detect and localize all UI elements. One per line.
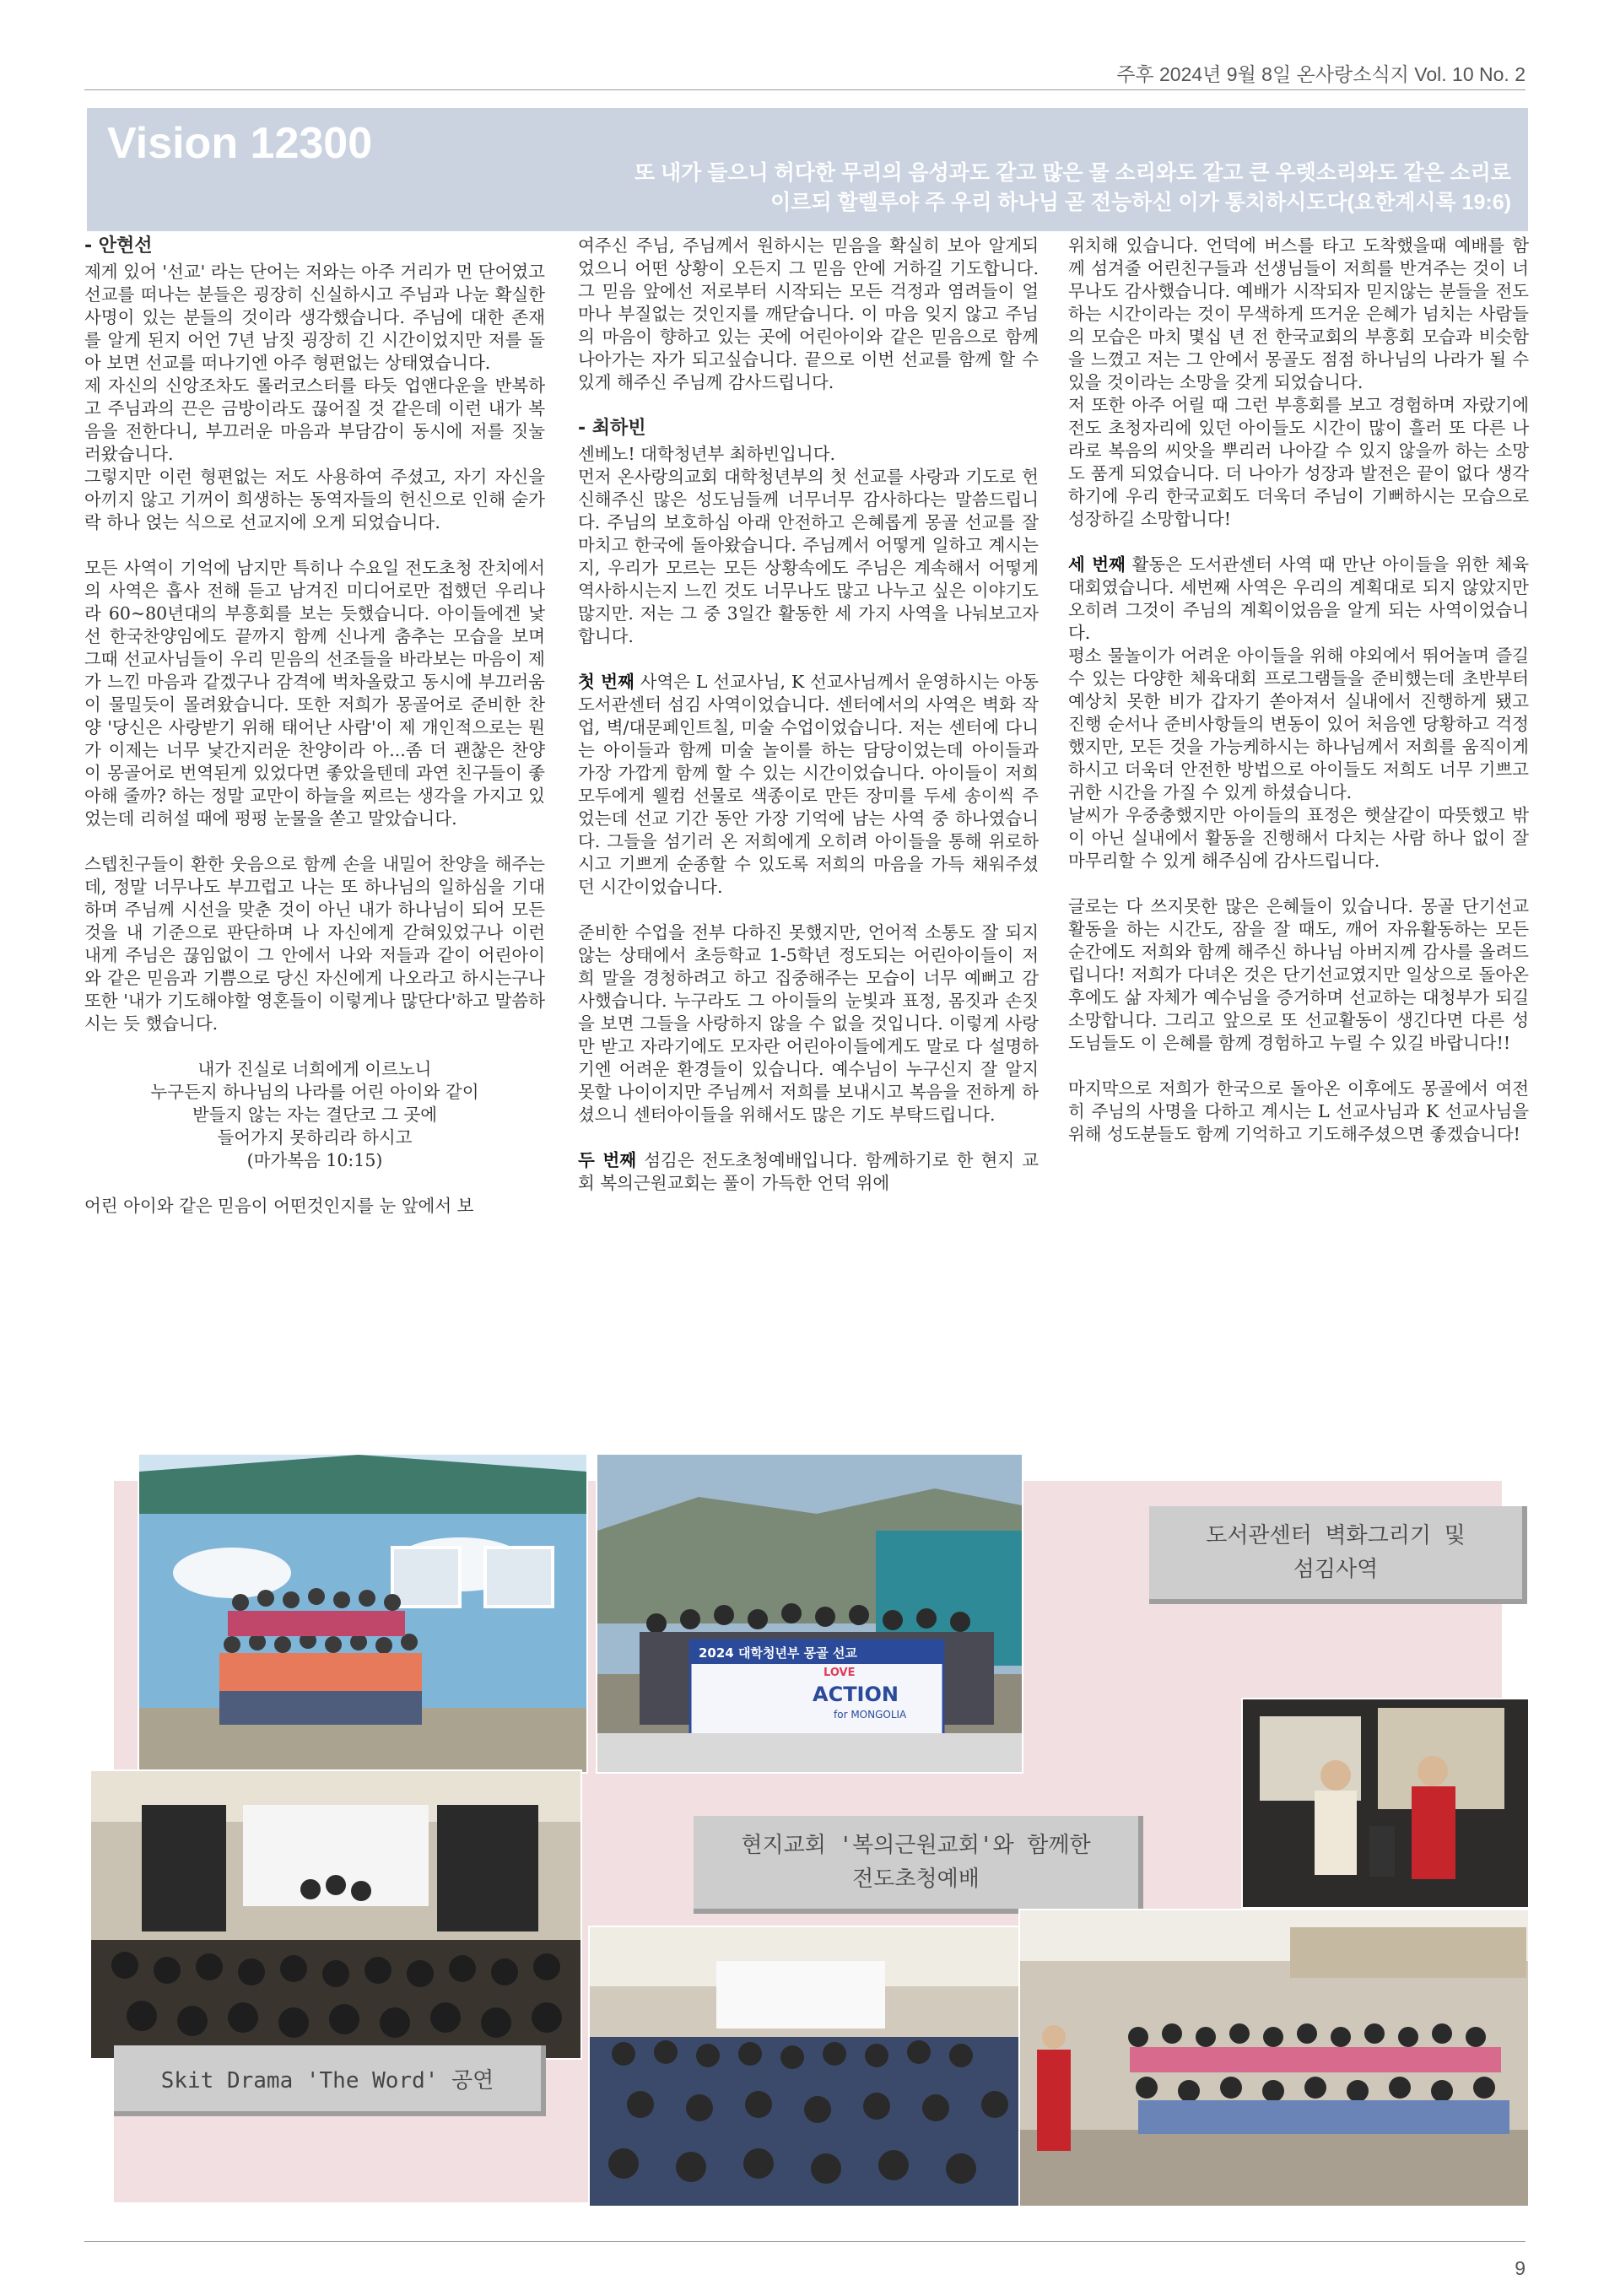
header-rule	[84, 89, 1526, 90]
col3-paragraph	[1068, 554, 1529, 645]
caption-worship-line: 현지교회 '복의근원교회'와 함께한	[741, 1833, 1091, 1858]
col2-paragraph: 여주신 주님, 주님께서 원하시는 믿음을 확실히 보아 알게되었으니 어떤 상황이 오든지 그 믿음 안에 거하길 기도합니다. 그 믿음 앞에선 저로부터 시작되는 모든 걱정과 염려들이 얼마나 부질없는 것인지를 깨닫습니다. 이 마음 잊지 않고 주님의 마음이 향하고 있는 곳에 어린아이와 같은 믿음으로 함께 나아가는 자가 되고싶습니다. 끝으로 이번 선교를 함께 할 수 있게 해주신 주님께 감사드립니다.	[578, 235, 1039, 392]
scripture-quote	[84, 1058, 545, 1172]
caption-worship-text	[741, 1829, 1090, 1896]
second-text: 섬김은 전도초청예배입니다. 함께하기로 한 현지 교회 복의근원교회는 풀이 가득한 언덕 위에	[578, 1150, 1040, 1193]
poem-line: 들어가지 못하리라 하시고	[217, 1127, 413, 1148]
group-banner-illustration	[597, 1455, 1022, 1772]
worship-leaders-photo	[1241, 1698, 1530, 1909]
banner-mongolia-text: for MONGOLIA	[834, 1709, 907, 1721]
banner-action-text: ACTION	[813, 1683, 899, 1706]
article-column-2	[578, 235, 1039, 1195]
col1-paragraph: 제 자신의 신앙조차도 롤러코스터를 타듯 업앤다운을 반복하고 주님과의 끈은 금방이라도 끊어질 것 같은데 이런 내가 복음을 전한다니, 부끄러운 마음과 부담감이 동시에 저를 짓눌러왔습니다.	[84, 375, 545, 464]
caption-worship	[694, 1816, 1143, 1914]
third-lead: 세 번째	[1068, 554, 1126, 575]
caption-skit: Skit Drama 'The Word' 공연	[114, 2045, 546, 2116]
verse-line-1: 또 내가 들으니 허다한 무리의 음성과도 같고 많은 물 소리와도 같고 큰 우렛소리와도 같은 소리로	[634, 161, 1511, 185]
worship-leaders-illustration	[1243, 1699, 1528, 1907]
library-children-photo	[138, 1453, 588, 1774]
col3-paragraph: 위치해 있습니다. 언덕에 버스를 타고 도착했을때 예배를 함께 섬겨줄 어린친구들과 선생님들이 저희를 반겨주는 것이 너무나도 감사했습니다. 예배가 시작되자 믿지않는 분들을 전도하는 시간이라는 것이 무색하게 뜨거운 은혜가 넘치는 사람들의 모습은 마치 몇십 년 전 한국교회의 부흥회 모습과 비슷함을 느꼈고 저는 그 안에서 몽골도 점점 하나님의 나라가 될 수 있을 것이라는 소망을 갖게 되었습니다.	[1068, 235, 1529, 392]
author-choi: - 최하빈	[578, 418, 646, 439]
poem-line: 내가 진실로 너희에게 이르노니	[197, 1059, 432, 1079]
hall-crowd-photo	[588, 1926, 1020, 2207]
banner-heading-text: 2024 대학청년부 몽골 선교	[699, 1645, 857, 1661]
banner-verse	[499, 159, 1511, 218]
children-praise-illustration	[1020, 1910, 1528, 2206]
group-banner-photo	[596, 1453, 1023, 1774]
poem-reference: (마가복음 10:15)	[246, 1150, 383, 1170]
caption-worship-line: 전도초청예배	[852, 1867, 980, 1892]
issue-header: 주후 2024년 9월 8일 온사랑소식지 Vol. 10 No. 2	[1116, 63, 1526, 85]
page-number: 9	[1515, 2257, 1526, 2279]
third-text: 활동은 도서관센터 사역 때 만난 아이들을 위한 체육대회였습니다. 세번째 사역은 우리의 계획대로 되지 않았지만 오히려 그것이 주님의 계획이었음을 알게 되는 사역이었습니다.	[1068, 554, 1530, 643]
first-lead: 첫 번째	[578, 672, 634, 692]
caption-library-text	[1206, 1519, 1466, 1586]
caption-library-line: 섬김사역	[1293, 1557, 1379, 1582]
col1-paragraph: 모든 사역이 기억에 남지만 특히나 수요일 전도초청 잔치에서의 사역은 흡사 전해 듣고 남겨진 미디어로만 접했던 우리나라 60~80년대의 부흥회를 보는 듯했습니다. 아이들에겐 낯선 한국찬양임에도 끝까지 함께 신나게 춤추는 모습을 보며 그때 선교사님들이 우리 믿음의 선조들을 바라보는 마음이 제가 느낀 마음과 같겠구나 감격에 벅차올랐고 동시에 부끄러움이 물밀듯이 몰려왔습니다. 또한 저희가 몽골어로 준비한 찬양 '당신은 사랑받기 위해 태어난 사람'이 제 개인적으로는 뭔가 이제는 너무 낯간지러운 찬양이라 아...좀 더 괜찮은 찬양이 몽골어로 번역된게 있었다면 좋았을텐데 과연 친구들이 좋아해 줄까? 하는 정말 교만이 하늘을 찌르는 생각을 가지고 있었는데 리허설 때에 펑펑 눈물을 쏟고 말았습니다.	[84, 558, 545, 829]
col3-paragraph: 마지막으로 저희가 한국으로 돌아온 이후에도 몽골에서 여전히 주님의 사명을 다하고 계시는 L 선교사님과 K 선교사님을 위해 성도분들도 함께 기억하고 기도해주셨으면 좋겠습니다!	[1068, 1078, 1529, 1144]
col3-paragraph: 저 또한 아주 어릴 때 그런 부흥회를 보고 경험하며 자랐기에 전도 초청자리에 있던 아이들도 시간이 많이 흘러 또 다른 나라로 복음의 씨앗을 뿌리러 나아갈 수 있지 않을까 하는 소망도 품게 되었습니다. 더 나아가 성장과 발전은 끝이 없다 생각하기에 우리 한국교회도 더욱더 주님이 기뻐하시는 모습으로 성장하길 소망합니다!	[1068, 395, 1529, 529]
col2-paragraph: 준비한 수업을 전부 다하진 못했지만, 언어적 소통도 잘 되지 않는 상태에서 초등학교 1-5학년 정도되는 어린아이들이 저희 말을 경청하려고 하고 집중해주는 모습이 너무 예뻐고 감사했습니다. 누구라도 그 아이들의 눈빛과 표정, 몸짓과 손짓을 보면 그들을 사랑하지 않을 수 없을 것입니다. 이렇게 사랑만 받고 자라기에도 모자란 어린아이들에게도 말로 다 설명하기엔 어려운 환경들이 있습니다. 예수님이 누구신지 잘 알지 못할 나이이지만 주님께서 저희를 보내시고 복음을 전하게 하셨으니 센터아이들을 위해서도 많은 기도 부탁드립니다.	[578, 922, 1039, 1125]
verse-line-2: 이르되 할렐루야 주 우리 하나님 곧 전능하신 이가 통치하시도다(요한계시록 19:6)	[770, 191, 1511, 214]
vision-title: Vision 12300	[107, 119, 373, 168]
hall-crowd-illustration	[590, 1927, 1018, 2206]
first-text: 사역은 L 선교사님, K 선교사님께서 운영하시는 아동도서관센터 섬김 사역이었습니다. 센터에서의 사역은 벽화 작업, 벽/대문페인트칠, 미술 수업이었습니다. 저는 센터에 다니는 아이들과 함께 미술 놀이를 하는 담당이었는데 아이들과 가장 가깝게 함께 할 수 있는 시간이었습니다. 아이들이 저희 모두에게 웰컴 선물로 색종이로 만든 장미를 두세 송이씩 주었는데 선교 기간 동안 가장 기억에 남는 사역 중 하나였습니다. 그들을 섬기러 온 저희에게 오히려 아이들을 통해 위로하시고 기쁘게 순종할 수 있도록 저희의 마음을 가득 채워주셨던 시간이었습니다.	[578, 672, 1039, 897]
col3-paragraph: 평소 물놀이가 어려운 아이들을 위해 야외에서 뛰어놀며 즐길수 있는 다양한 체육대회 프로그램들을 준비했는데 초반부터 예상치 못한 비가 갑자기 쏟아져서 실내에서 진행하게 됐고 진행 순서나 준비사항들의 변동이 있어 처음엔 당황하고 걱정했지만, 모든 것을 가능케하시는 하나님께서 저희를 움직이게 하시고 더욱더 안전한 방법으로 아이들도 저희도 너무 기쁘고 귀한 시간을 가질 수 있게 하셨습니다.	[1068, 646, 1529, 802]
author-ahn: - 안현선	[84, 235, 153, 257]
poem-line: 누구든지 하나님의 나라를 어린 아이와 같이	[150, 1082, 479, 1102]
article-column-3	[1068, 235, 1529, 1146]
skit-audience-illustration	[91, 1771, 580, 2058]
col3-paragraph: 글로는 다 쓰지못한 많은 은혜들이 있습니다. 몽골 단기선교 활동을 하는 시간도, 잠을 잘 때도, 깨어 자유활동하는 모든 순간에도 저희와 함께 해주신 하나님 아버지께 감사를 올려드립니다! 저희가 다녀온 것은 단기선교였지만 일상으로 돌아온 후에도 삶 자체가 예수님을 증거하며 선교하는 대청부가 되길 소망합니다. 그리고 앞으로 또 선교활동이 생긴다면 다른 성도님들도 이 은혜를 함께 경험하고 누릴 수 있길 바랍니다!!	[1068, 896, 1529, 1053]
col1-paragraph: 그렇지만 이런 형편없는 저도 사용하여 주셨고, 자기 자신을 아끼지 않고 기꺼이 희생하는 동역자들의 헌신으로 인해 숟가락 하나 얹는 식으로 선교지에 오게 되었습니다.	[84, 467, 545, 532]
col1-paragraph: 스텝친구들이 환한 웃음으로 함께 손을 내밀어 찬양을 해주는데, 정말 너무나도 부끄럽고 나는 또 하나님의 일하심을 기대하며 주님께 시선을 맞춘 것이 아닌 내가 하나님이 되어 모든 것을 내 기준으로 판단하며 나 자신에게 갇혀있었구나 이런 내게 주님은 끊임없이 그 안에서 나와 저들과 같이 어린아이와 같은 믿음과 기쁨으로 당신 자신에게 나오라고 하시는구나 또한 '내가 기도해야할 영혼들이 이렇게나 많단다'하고 말씀하시는 듯 했습니다.	[84, 854, 545, 1034]
children-praise-photo	[1018, 1909, 1530, 2207]
col2-paragraph	[578, 671, 1039, 899]
banner-love-text: LOVE	[824, 1667, 856, 1679]
col2-paragraph: 센베노! 대학청년부 최하빈입니다.	[578, 444, 836, 464]
second-lead: 두 번째	[578, 1150, 637, 1170]
col2-paragraph: 먼저 온사랑의교회 대학청년부의 첫 선교를 사랑과 기도로 헌신해주신 많은 성도님들께 너무너무 감사하다는 말씀드립니다. 주님의 보호하심 아래 안전하고 은혜롭게 몽골 선교를 잘 마치고 한국에 돌아왔습니다. 주님께서 어떻게 일하고 계시는지, 우리가 모르는 모든 상황속에도 주님은 계속해서 어떻게 역사하시는지 느낀 것도 너무나도 많고 나누고 싶은 이야기도 많지만. 저는 그 중 3일간 활동한 세 가지 사역을 나눠보고자 합니다.	[578, 467, 1039, 646]
col3-paragraph: 날씨가 우중충했지만 아이들의 표정은 햇살같이 따뜻했고 밖이 아닌 실내에서 활동을 진행해서 다치는 사람 하나 없이 잘 마무리할 수 있게 해주심에 감사드립니다.	[1068, 805, 1529, 871]
library-children-illustration	[139, 1455, 586, 1772]
footer-rule	[84, 2241, 1526, 2242]
vision-banner	[87, 108, 1528, 231]
skit-audience-photo	[89, 1769, 582, 2060]
col1-paragraph: 어린 아이와 같은 믿음이 어떤것인지를 눈 앞에서 보	[84, 1196, 474, 1216]
col1-paragraph: 제게 있어 '선교' 라는 단어는 저와는 아주 거리가 먼 단어였고 선교를 떠나는 분들은 굉장히 신실하시고 주님과 나눈 확실한 사명이 있는 분들의 것이라 생각했습니다. 주님에 대한 존재를 알게 된지 어언 7년 남짓 굉장히 긴 시간이었지만 저를 돌아 보면 선교를 떠나기엔 아주 형편없는 상태였습니다.	[84, 262, 545, 373]
col2-paragraph	[578, 1149, 1039, 1195]
article-column-1	[84, 235, 545, 1218]
caption-library-line: 도서관센터 벽화그리기 및	[1206, 1523, 1466, 1548]
caption-library	[1149, 1506, 1527, 1604]
poem-line: 받들지 않는 자는 결단코 그 곳에	[192, 1105, 438, 1125]
